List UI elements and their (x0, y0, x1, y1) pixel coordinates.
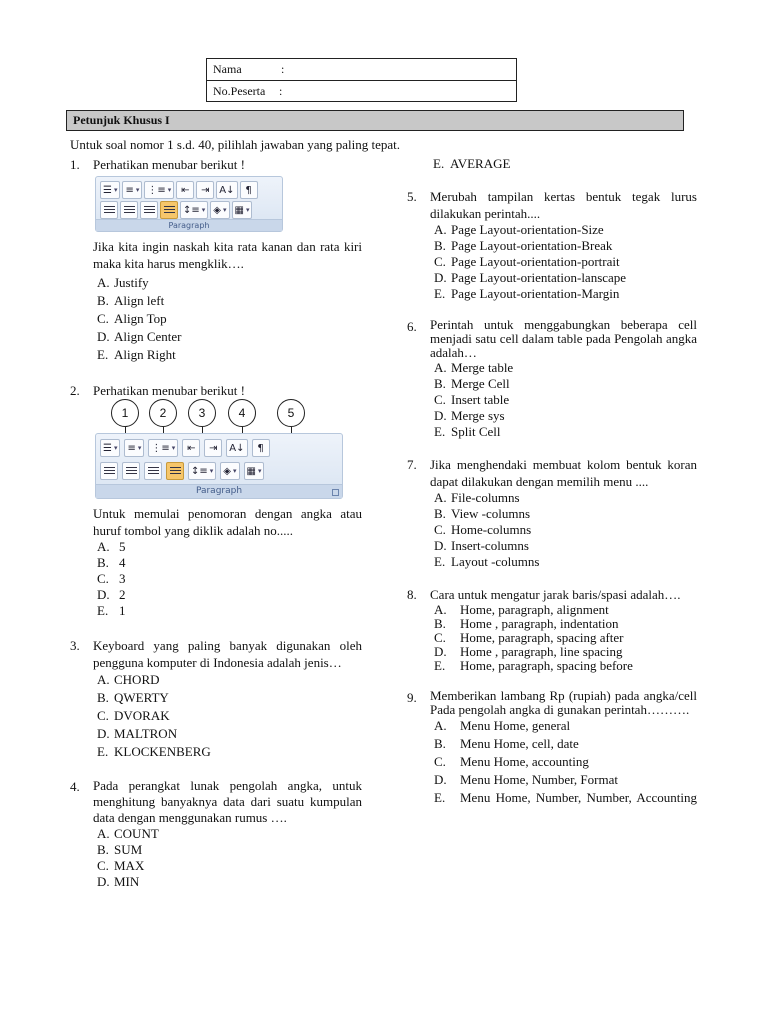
question-1 (70, 156, 362, 364)
question-number: 1. (70, 157, 80, 172)
toolbar-row-top (100, 439, 270, 457)
option-d[interactable]: D. Page Layout-orientation-lanscape (434, 270, 627, 285)
option-d[interactable]: D. 2 (97, 587, 126, 602)
question-8 (407, 586, 697, 673)
option-c[interactable]: C. DVORAK (97, 708, 170, 723)
option-e[interactable]: E. 1 (97, 603, 126, 618)
line-spacing-icon: ↕≡ ▾ (188, 462, 216, 480)
callout-3: 3 (188, 399, 216, 427)
bullets-icon: ☰ ▾ (100, 439, 120, 457)
question-text: Perhatikan menubar berikut ! (93, 383, 245, 398)
participant-label: No.Peserta (213, 84, 266, 98)
option-c[interactable]: C. Menu Home, accounting (434, 754, 589, 769)
option-c[interactable]: C. Home, paragraph, spacing after (434, 630, 624, 645)
option-a[interactable]: A. File-columns (434, 490, 520, 505)
section-header: Petunjuk Khusus I (66, 110, 684, 131)
sort-icon: A↓ (226, 439, 247, 457)
option-d[interactable]: D. Merge sys (434, 408, 505, 423)
question-4-continuation (407, 156, 697, 172)
option-e[interactable]: E. KLOCKENBERG (97, 744, 211, 759)
option-c[interactable]: C. Home-columns (434, 522, 532, 537)
left-column (70, 156, 362, 890)
option-a[interactable]: A. Merge table (434, 360, 514, 375)
option-b[interactable]: B. Page Layout-orientation-Break (434, 238, 613, 253)
paragraph-toolbar-image (95, 176, 283, 232)
numbering-icon: ≡ ▾ (122, 181, 142, 199)
name-label: Nama (213, 62, 242, 76)
section-instruction: Untuk soal nomor 1 s.d. 40, pilihlah jawaban yang paling tepat. (70, 137, 400, 152)
options (93, 539, 362, 619)
option-a[interactable]: A. Menu Home, general (434, 718, 571, 733)
sort-icon: A↓ (216, 181, 237, 199)
question-number: 7. (407, 457, 417, 472)
option-e[interactable]: E. AVERAGE (433, 156, 511, 171)
line-spacing-icon: ↕≡ ▾ (180, 201, 208, 219)
option-d[interactable]: D. Menu Home, Number, Format (434, 772, 618, 787)
question-3 (70, 637, 362, 761)
option-c[interactable]: C. Align Top (97, 311, 167, 326)
option-e[interactable]: E. Home, paragraph, spacing before (434, 658, 633, 673)
option-e[interactable]: E. Page Layout-orientation-Margin (434, 286, 620, 301)
pilcrow-icon: ¶ (252, 439, 270, 457)
borders-icon: ▦ ▾ (232, 201, 253, 219)
option-c[interactable]: C. 3 (97, 571, 126, 586)
option-c[interactable]: C. Insert table (434, 392, 510, 407)
question-6 (407, 318, 697, 440)
participant-colon: : (279, 84, 283, 98)
option-a[interactable]: A. 5 (97, 539, 126, 554)
option-d[interactable]: D. Align Center (97, 329, 182, 344)
question-4 (70, 778, 362, 890)
multilevel-list-icon: ⋮≡ ▾ (148, 439, 178, 457)
option-e[interactable]: E. Align Right (97, 347, 176, 362)
toolbar-row-bottom (100, 462, 264, 480)
align-left-icon (100, 201, 118, 219)
callout-2: 2 (149, 399, 177, 427)
question-2 (70, 382, 362, 619)
align-right-icon (144, 462, 162, 480)
toolbar-row-bottom (100, 201, 252, 219)
question-9 (407, 689, 697, 807)
callout-1: 1 (111, 399, 139, 427)
option-d[interactable]: D. Home , paragraph, line spacing (434, 644, 623, 659)
shading-icon: ◈ ▾ (210, 201, 229, 219)
question-text: Merubah tampilan kertas bentuk tegak lurus dilakukan perintah.... (430, 189, 697, 221)
option-c[interactable]: C. MAX (97, 858, 145, 873)
align-right-icon (140, 201, 158, 219)
decrease-indent-icon: ⇤ (182, 439, 200, 457)
dialog-launcher-icon (332, 489, 339, 496)
question-text: Jika menghendaki membuat kolom bentuk koran dapat dilakukan dengan memilih menu .... (430, 457, 697, 489)
toolbar-label: Paragraph (96, 219, 282, 231)
shading-icon: ◈ ▾ (220, 462, 239, 480)
option-b[interactable]: B. Home , paragraph, indentation (434, 616, 619, 631)
question-text: Perintah untuk menggabungkan beberapa cell menjadi satu cell dalam table pada Pengolah angka adalah… (430, 317, 697, 360)
borders-icon: ▦ ▾ (244, 462, 265, 480)
question-text: Keyboard yang paling banyak digunakan oleh pengguna komputer di Indonesia adalah jenis… (93, 638, 362, 670)
question-text: Memberikan lambang Rp (rupiah) pada angka/cell Pada pengolah angka di gunakan perintah………. (430, 688, 697, 717)
options (430, 222, 697, 302)
increase-indent-icon: ⇥ (204, 439, 222, 457)
question-number: 2. (70, 383, 80, 398)
participant-row (207, 80, 516, 101)
option-a[interactable]: A. Justify (97, 275, 149, 290)
option-a[interactable]: A. COUNT (97, 826, 159, 841)
question-text: Cara untuk mengatur jarak baris/spasi adalah…. (430, 587, 681, 602)
question-number: 3. (70, 638, 80, 653)
option-b[interactable]: B. View -columns (434, 506, 531, 521)
options (430, 490, 697, 570)
option-b[interactable]: B. QWERTY (97, 690, 169, 705)
question-number: 4. (70, 779, 80, 794)
multilevel-list-icon: ⋮≡ ▾ (144, 181, 174, 199)
identity-box (206, 58, 517, 102)
question-number: 5. (407, 189, 417, 204)
option-b[interactable]: B. Merge Cell (434, 376, 510, 391)
option-a[interactable]: A. Home, paragraph, alignment (434, 602, 609, 617)
question-text-2: Untuk memulai penomoran dengan angka atau huruf tombol yang diklik adalah no..... (93, 506, 362, 538)
options (430, 717, 697, 807)
toolbar-callouts (111, 399, 362, 429)
justify-icon (160, 201, 178, 219)
toolbar-label: Paragraph (96, 484, 342, 498)
increase-indent-icon: ⇥ (196, 181, 214, 199)
align-left-icon (100, 462, 118, 480)
numbering-icon: ≡ ▾ (124, 439, 144, 457)
question-number: 6. (407, 319, 417, 334)
option-d[interactable]: D. MIN (97, 874, 140, 889)
right-column (407, 156, 697, 807)
question-text-2: Jika kita ingin naskah kita rata kanan dan rata kiri maka kita harus mengklik…. (93, 239, 362, 271)
paragraph-toolbar-image-large (95, 433, 343, 499)
option-b[interactable]: B. SUM (97, 842, 143, 857)
callout-4: 4 (228, 399, 256, 427)
option-d[interactable]: D. Insert-columns (434, 538, 529, 553)
option-e[interactable]: E. Split Cell (434, 424, 501, 439)
option-a[interactable]: A. CHORD (97, 672, 160, 687)
align-center-icon (120, 201, 138, 219)
question-text: Perhatikan menubar berikut ! (93, 157, 245, 172)
option-d[interactable]: D. MALTRON (97, 726, 178, 741)
align-center-icon (122, 462, 140, 480)
option-b[interactable]: B. Align left (97, 293, 165, 308)
option-e[interactable]: E. Menu Home, Number, Number, Accounting (434, 790, 697, 805)
options (93, 671, 362, 761)
options (93, 826, 362, 890)
question-7 (407, 456, 697, 570)
bullets-icon: ☰ ▾ (100, 181, 120, 199)
question-text: Pada perangkat lunak pengolah angka, untuk menghitung banyaknya data dari suatu kumpulan data dengan menggunakan rumus …. (93, 778, 362, 825)
options (93, 274, 362, 364)
option-b[interactable]: B. Menu Home, cell, date (434, 736, 579, 751)
options (430, 603, 697, 673)
option-b[interactable]: B. 4 (97, 555, 126, 570)
justify-icon (166, 462, 184, 480)
name-colon: : (281, 62, 285, 76)
name-row (207, 59, 516, 80)
callout-5: 5 (277, 399, 305, 427)
options (430, 360, 697, 440)
question-5 (407, 188, 697, 302)
decrease-indent-icon: ⇤ (176, 181, 194, 199)
toolbar-row-top (100, 181, 258, 199)
question-number: 9. (407, 690, 417, 705)
option-a[interactable]: A. Page Layout-orientation-Size (434, 222, 604, 237)
question-number: 8. (407, 587, 417, 602)
pilcrow-icon: ¶ (240, 181, 258, 199)
option-c[interactable]: C. Page Layout-orientation-portrait (434, 254, 620, 269)
option-e[interactable]: E. Layout -columns (434, 554, 540, 569)
